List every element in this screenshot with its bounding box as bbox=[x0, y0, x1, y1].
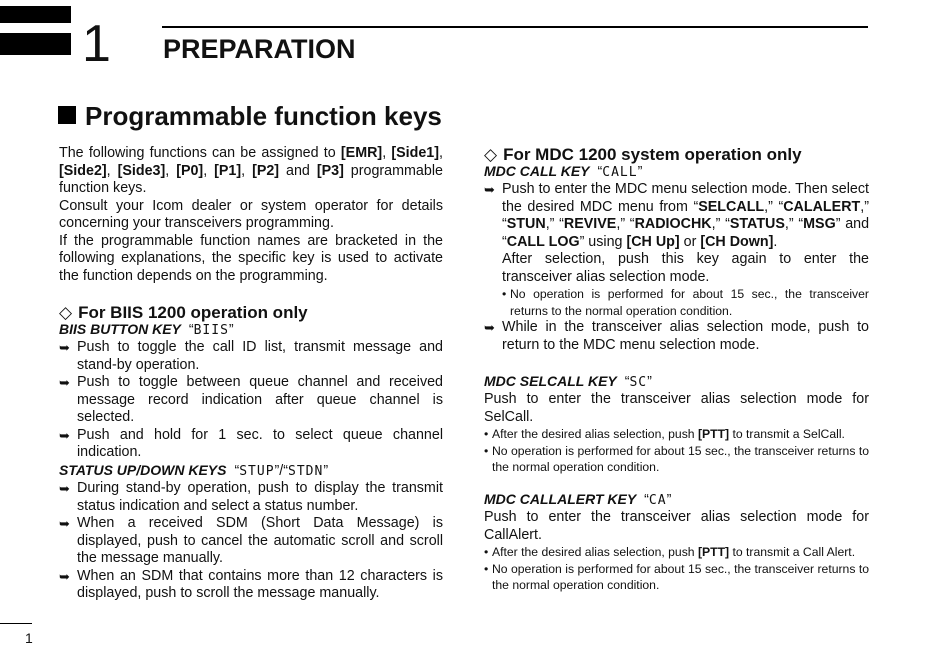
list-item: ➥ While in the transceiver alias selection mode, push to return to the MDC menu selection mode. bbox=[484, 319, 869, 353]
bold-text-run: CALALERT bbox=[783, 198, 861, 215]
lcd-display-text: SC bbox=[629, 375, 648, 390]
text-run: ,” “ bbox=[764, 198, 784, 215]
key-name: MDC SELCALL KEY bbox=[484, 373, 617, 389]
selcall-description: Push to enter the transceiver alias selection mode for SelCall. bbox=[484, 391, 869, 425]
list-item-continuation: After selection, push this key again to enter the transceiver alias selection mode. bbox=[502, 251, 869, 285]
bold-text-run: RADIOCHK bbox=[634, 216, 712, 232]
chapter-number: 1 bbox=[82, 15, 111, 73]
text-run: , bbox=[382, 145, 392, 161]
text-run: , bbox=[165, 162, 177, 179]
intro-paragraph-2: Consult your Icom dealer or system operator for details concerning your transceivers programming. bbox=[59, 197, 443, 231]
page-number: 1 bbox=[25, 630, 33, 646]
bold-text-run: SELCALL bbox=[698, 198, 765, 215]
list-item: ➥ Push to toggle between queue channel and received message record indication after queue channel is selected. bbox=[59, 374, 443, 425]
list-item: ➥ During stand-by operation, push to display the transmit status indication and select a status number. bbox=[59, 480, 443, 514]
text-run: ,” “ bbox=[616, 216, 635, 232]
chapter-title: PREPARATION bbox=[163, 34, 356, 64]
text-run: , bbox=[439, 145, 443, 161]
mdc-selcall-body bbox=[484, 391, 869, 476]
text-run: ,” “ bbox=[502, 198, 869, 232]
note bbox=[484, 426, 869, 443]
black-square-icon bbox=[58, 106, 76, 124]
mdc-selcall-key-label: MDC SELCALL KEY “SC” bbox=[484, 373, 652, 390]
bold-text-run: MSG bbox=[803, 216, 836, 232]
text-run: programmable function keys. bbox=[59, 162, 443, 196]
status-key-items bbox=[59, 480, 443, 603]
note: • No operation is performed for about 15 sec., the transceiver returns to the normal operation condition. bbox=[484, 443, 869, 474]
biis-button-items bbox=[59, 339, 443, 462]
biis-button-key-label: BIIS BUTTON KEY “BIIS” bbox=[59, 321, 234, 338]
bullet: • bbox=[484, 443, 489, 458]
bold-text-run: REVIVE bbox=[563, 216, 617, 232]
text-run: After the desired alias selection, push bbox=[492, 545, 698, 559]
bullet: • bbox=[484, 561, 489, 576]
bullet: • bbox=[502, 287, 507, 301]
list-item: ➥ When an SDM that contains more than 12 characters is displayed, push to scroll the message manually. bbox=[59, 567, 443, 601]
callalert-description: Push to enter the transceiver alias selection mode for CallAlert. bbox=[484, 509, 869, 543]
status-keys-label: STATUS UP/DOWN KEYS “STUP”/“STDN” bbox=[59, 462, 329, 479]
bold-text-run: [PTT] bbox=[697, 545, 730, 559]
note bbox=[484, 544, 869, 561]
chapter-tab-bar-top bbox=[0, 6, 71, 23]
biis-heading: ◇ For BIIS 1200 operation only bbox=[59, 303, 308, 322]
bold-text-run: [Side2] bbox=[59, 162, 107, 179]
text-run: ,” “ bbox=[545, 216, 564, 232]
intro bbox=[59, 145, 443, 285]
intro-paragraph-3: If the programmable function names are bracketed in the following explanations, the specific key is used to activate the function depends on the programming. bbox=[59, 232, 443, 284]
text-run: to transmit a SelCall. bbox=[729, 427, 845, 441]
intro-paragraph-1 bbox=[59, 145, 443, 198]
bold-text-run: [P1] bbox=[214, 162, 242, 179]
bold-text-run: [PTT] bbox=[697, 427, 730, 441]
bullet: • bbox=[484, 427, 489, 441]
bold-text-run: [P3] bbox=[316, 162, 344, 179]
text-run: . bbox=[773, 233, 778, 250]
key-name: STATUS UP/DOWN KEYS bbox=[59, 462, 227, 478]
section-title bbox=[58, 99, 442, 133]
arrow-icon: ➥ bbox=[59, 340, 70, 355]
text-run: ” using bbox=[579, 233, 627, 250]
lcd-display-text: CA bbox=[648, 493, 667, 508]
chapter-tab-bar-bottom bbox=[0, 33, 71, 55]
diamond-icon: ◇ bbox=[484, 145, 498, 164]
bold-text-run: [P2] bbox=[252, 162, 280, 179]
bold-text-run: [Side3] bbox=[117, 162, 166, 179]
note: • No operation is performed for about 15 sec., the transceiver returns to the normal operation condition. bbox=[484, 561, 869, 592]
note: • No operation is performed for about 15 sec., the transceiver returns to the normal operation condition. bbox=[502, 287, 869, 318]
lcd-display-text: BIIS bbox=[193, 323, 229, 338]
mdc-callalert-body bbox=[484, 509, 869, 594]
section-title-text: Programmable function keys bbox=[85, 101, 442, 131]
diamond-icon: ◇ bbox=[59, 303, 73, 322]
bold-text-run: CALL LOG bbox=[506, 233, 580, 250]
text-run: The following functions can be assigned to bbox=[59, 145, 341, 161]
lcd-display-text: CALL bbox=[602, 165, 638, 180]
bold-text-run: [CH Up] bbox=[626, 233, 680, 250]
lcd-display-text: STDN bbox=[288, 464, 324, 479]
bold-text-run: [Side1] bbox=[391, 145, 440, 161]
text-run: , bbox=[203, 162, 215, 179]
text-run: ” and “ bbox=[502, 216, 870, 250]
text-run: , bbox=[106, 162, 118, 179]
text-run: ,” “ bbox=[784, 216, 804, 232]
arrow-icon: ➥ bbox=[484, 320, 495, 335]
list-item: ➥ Push to toggle the call ID list, transmit message and stand-by operation. bbox=[59, 339, 443, 373]
lcd-display-text: STUP bbox=[239, 464, 275, 479]
arrow-icon: ➥ bbox=[59, 516, 70, 531]
arrow-icon: ➥ bbox=[59, 375, 70, 390]
page-number-rule bbox=[0, 623, 32, 624]
chapter-rule bbox=[162, 26, 868, 28]
text-run: or bbox=[679, 233, 701, 250]
key-name: MDC CALL KEY bbox=[484, 163, 590, 179]
text-run: ,” “ bbox=[711, 216, 730, 232]
mdc-callalert-key-label: MDC CALLALERT KEY “CA” bbox=[484, 491, 672, 508]
text-run: , bbox=[241, 162, 253, 179]
arrow-icon: ➥ bbox=[59, 481, 70, 496]
key-name: MDC CALLALERT KEY bbox=[484, 491, 637, 507]
text-run: and bbox=[279, 162, 317, 179]
bold-text-run: [CH Down] bbox=[700, 233, 774, 250]
arrow-icon: ➥ bbox=[59, 427, 70, 443]
text-run: to transmit a Call Alert. bbox=[729, 545, 856, 559]
bold-text-run: [P0] bbox=[176, 162, 204, 179]
text-run: After the desired alias selection, push bbox=[492, 427, 698, 441]
mdc-heading: ◇ For MDC 1200 system operation only bbox=[484, 145, 802, 164]
list-item: ➥ When a received SDM (Short Data Message) is displayed, push to cancel the automatic scroll and scroll the message manually. bbox=[59, 515, 443, 566]
key-name: BIIS BUTTON KEY bbox=[59, 321, 181, 337]
arrow-icon: ➥ bbox=[59, 568, 70, 584]
bullet: • bbox=[484, 545, 489, 559]
mdc-call-items bbox=[484, 181, 869, 354]
arrow-icon: ➥ bbox=[484, 182, 495, 197]
mdc-call-key-label: MDC CALL KEY “CALL” bbox=[484, 163, 643, 180]
bold-text-run: STATUS bbox=[729, 216, 785, 232]
bold-text-run: STUN bbox=[506, 216, 546, 232]
list-item: ➥ Push and hold for 1 sec. to select queue channel indication. bbox=[59, 426, 443, 460]
text-run: Push to enter the MDC menu selection mode. Then select the desired MDC menu from “ bbox=[502, 181, 869, 215]
bold-text-run: [EMR] bbox=[340, 145, 383, 161]
list-item bbox=[484, 181, 869, 251]
